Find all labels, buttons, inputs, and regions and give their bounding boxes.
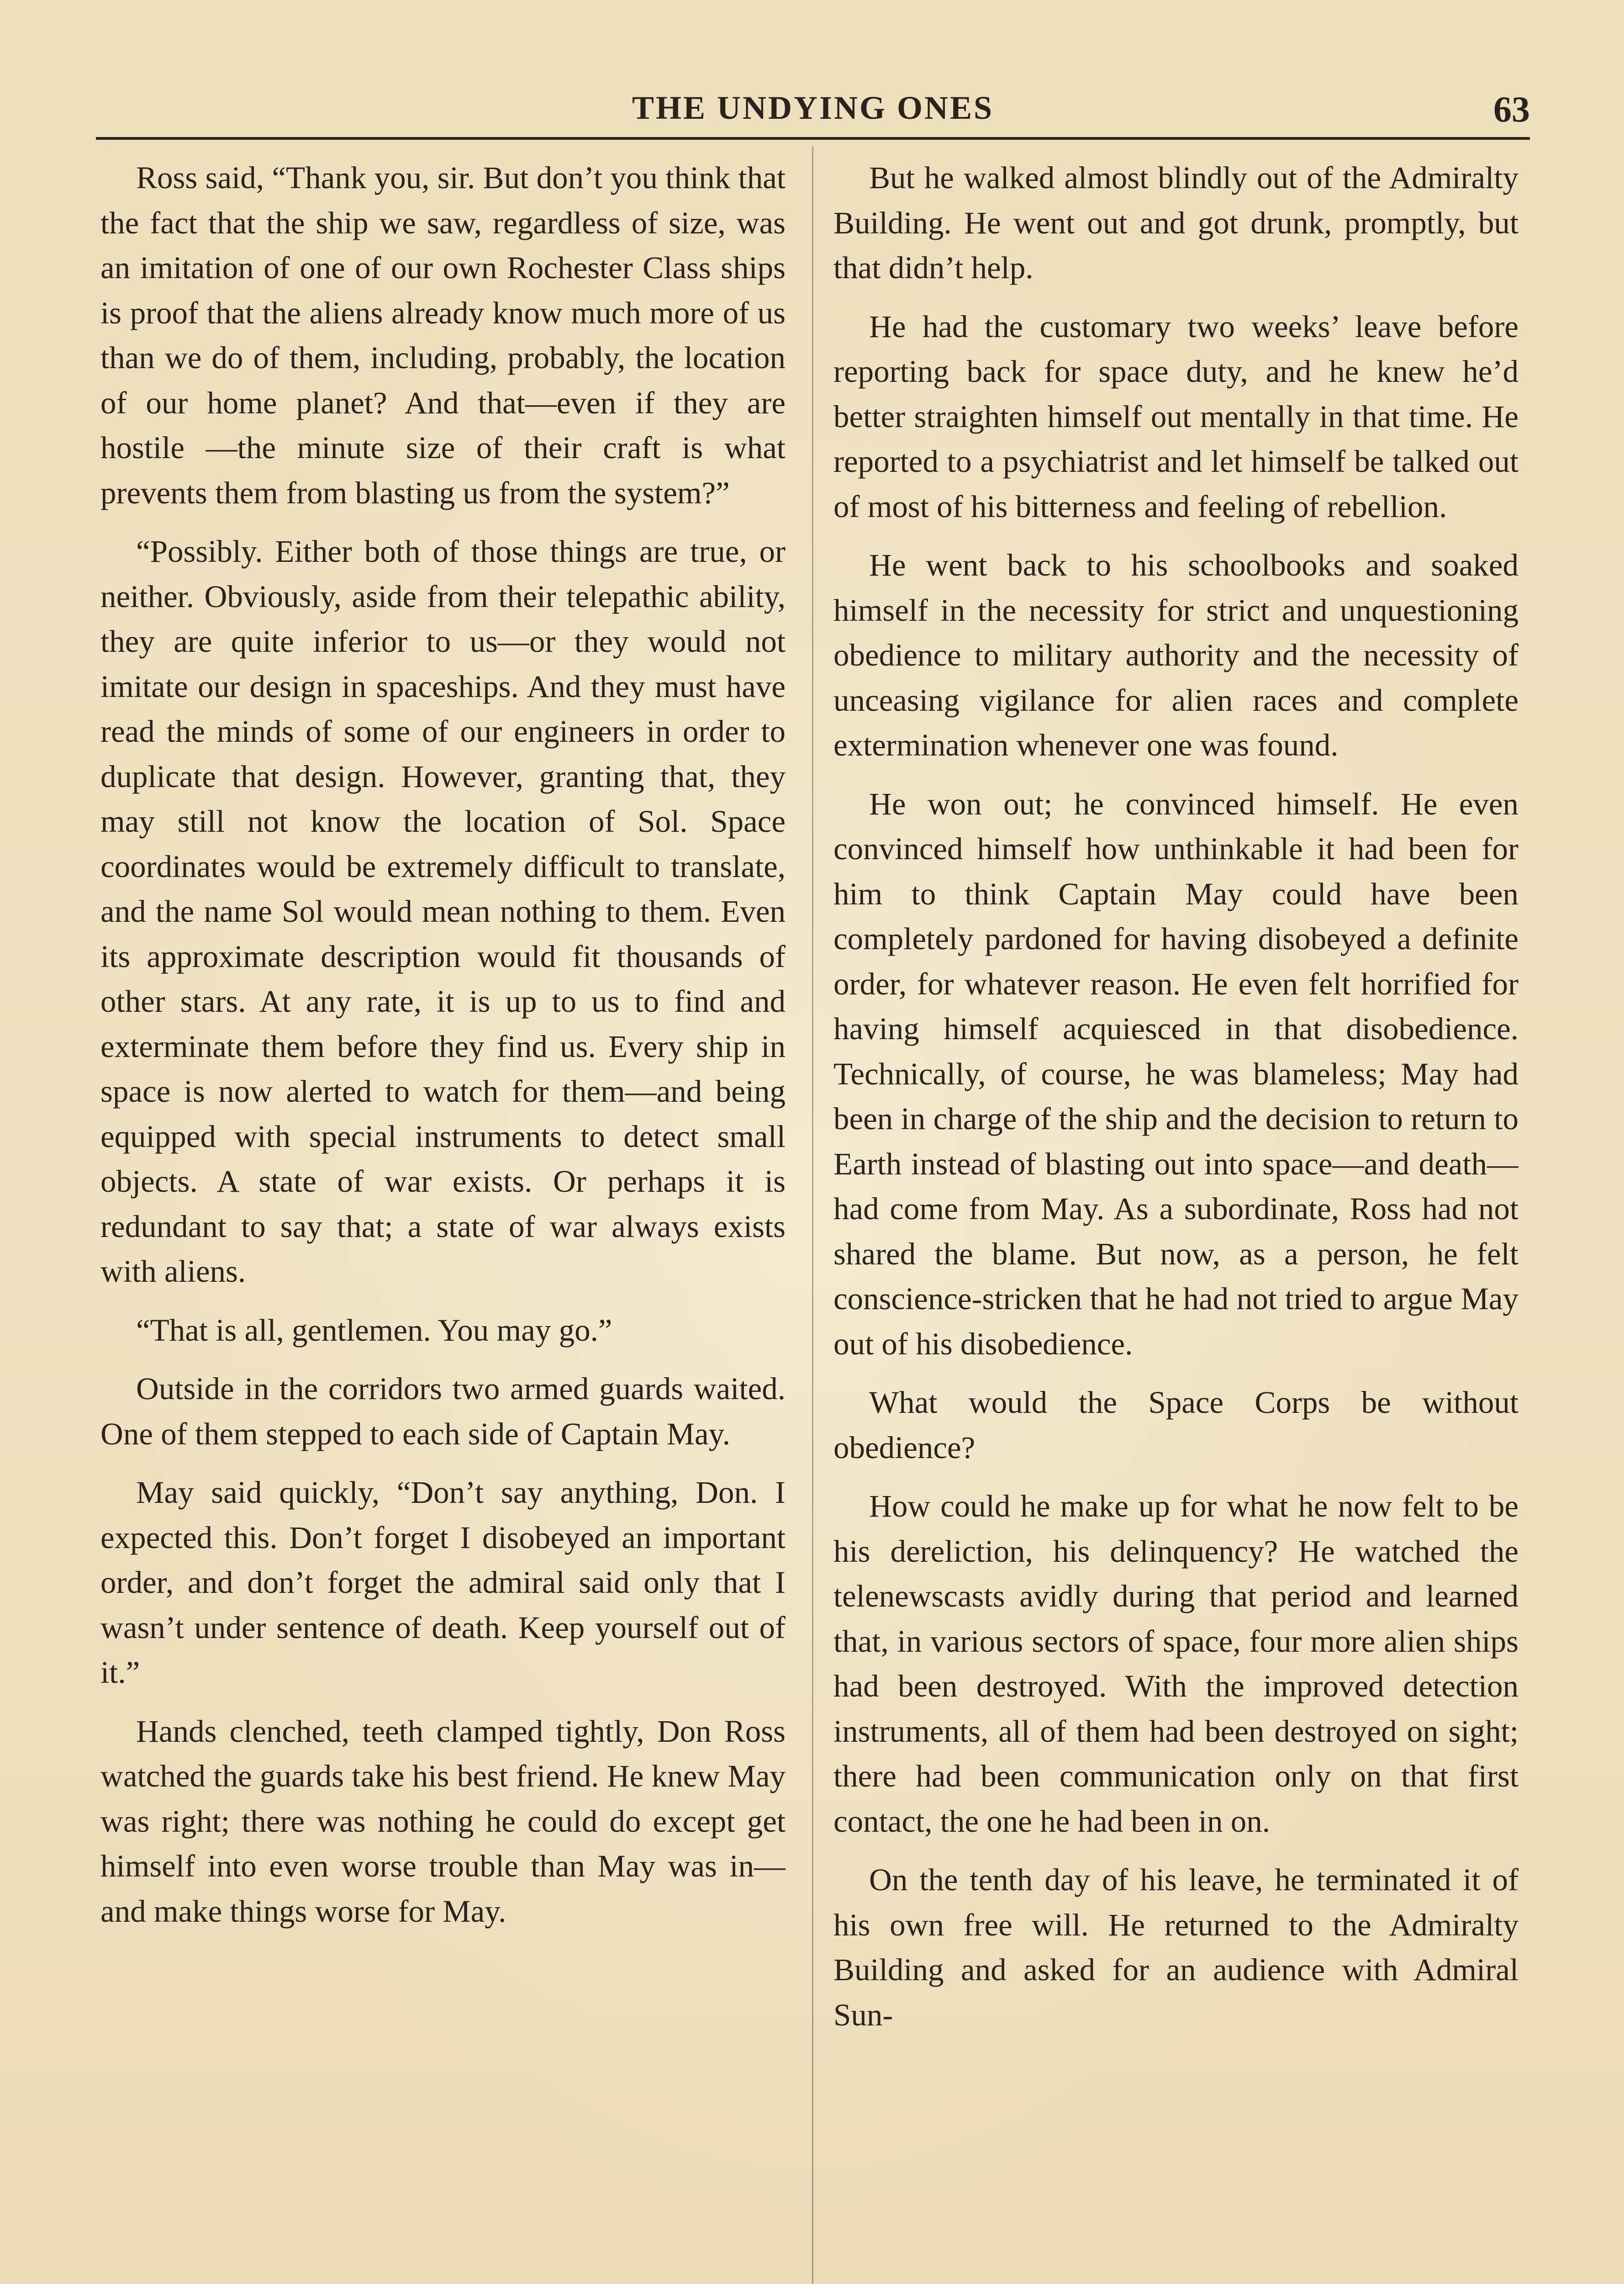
page-number: 63 xyxy=(1493,90,1530,130)
column-divider xyxy=(812,146,813,2284)
paragraph: But he walked almost blindly out of the Admiralty Building. He went out and got drunk, promptly, but that didn’t help. xyxy=(833,160,1519,285)
right-column xyxy=(833,155,1519,2284)
paragraph: Ross said, “Thank you, sir. But don’t you think that the fact that the ship we saw, regardless of size, was an imitation of one of our own Rochester Class ships is proof that the aliens already know much more of us than we do of them, including, probably, the location of our home planet? And that—even if they are hostile —the minute size of their craft is what prevents them from blasting us from the system?” xyxy=(100,160,786,510)
page-header xyxy=(96,80,1530,139)
paragraph: What would the Space Corps be without obedience? xyxy=(833,1385,1519,1465)
paragraph: He went back to his schoolbooks and soaked himself in the necessity for strict and unquestioning obedience to military authority and the necessity of unceasing vigilance for alien races and complete extermination whenever one was found. xyxy=(833,548,1519,762)
paragraph: He had the customary two weeks’ leave before reporting back for space duty, and he knew he’d better straighten himself out mentally in that time. He reported to a psychiatrist and let himself be talked out of most of his bitterness and feeling of rebellion. xyxy=(833,309,1519,524)
paragraph: Hands clenched, teeth clamped tightly, Don Ross watched the guards take his best friend. He knew May was right; there was nothing he could do except get himself into even worse trouble than May was in—and make things worse for May. xyxy=(100,1713,786,1929)
paragraph: “That is all, gentlemen. You may go.” xyxy=(136,1312,612,1348)
paragraph: He won out; he convinced himself. He even convinced himself how unthinkable it had been for him to think Captain May could have been completely pardoned for having disobeyed a definite order, for whatever reason. He even felt horrified for having himself acquiesced in that disobedience. Technically, of course, he was blameless; May had been in charge of the ship and the decision to return to Earth instead of blasting out into space—and death—had come from May. As a subordinate, Ross had not shared the blame. But now, as a person, he felt conscience-stricken that he had not tried to argue May out of his disobedience. xyxy=(833,786,1519,1361)
paragraph: On the tenth day of his leave, he terminated it of his own free will. He returned to the Admiralty Building and asked for an audience with Admiral Sun- xyxy=(833,1862,1519,2032)
running-title: THE UNDYING ONES xyxy=(632,90,994,126)
header-rule xyxy=(96,137,1530,140)
paragraph: How could he make up for what he now felt to be his dereliction, his delinquency? He watched the telenewscasts avidly during that period and learned that, in various sectors of space, four more alien ships had been destroyed. With the improved detection instruments, all of them had been destroyed on sight; there had been communication only on that first contact, the one he had been in on. xyxy=(833,1489,1519,1839)
paragraph: May said quickly, “Don’t say anything, Don. I expected this. Don’t forget I disobeyed an important order, and don’t forget the admiral said only that I wasn’t under sentence of death. Keep yourself out of it.” xyxy=(100,1475,786,1690)
paragraph: “Possibly. Either both of those things are true, or neither. Obviously, aside from their telepathic ability, they are quite inferior to us—or they would not imitate our design in spaceships. And they must have read the minds of some of our engineers in order to duplicate that design. However, granting that, they may still not know the location of Sol. Space coordinates would be extremely difficult to translate, and the name Sol would mean nothing to them. Even its approximate description would fit thousands of other stars. At any rate, it is up to us to find and exterminate them before they find us. Every ship in space is now alerted to watch for them—and being equipped with special instruments to detect small objects. A state of war exists. Or perhaps it is redundant to say that; a state of war always exists with aliens. xyxy=(100,534,786,1289)
paragraph: Outside in the corridors two armed guards waited. One of them stepped to each side of Captain May. xyxy=(100,1371,786,1451)
left-column xyxy=(100,155,786,2284)
